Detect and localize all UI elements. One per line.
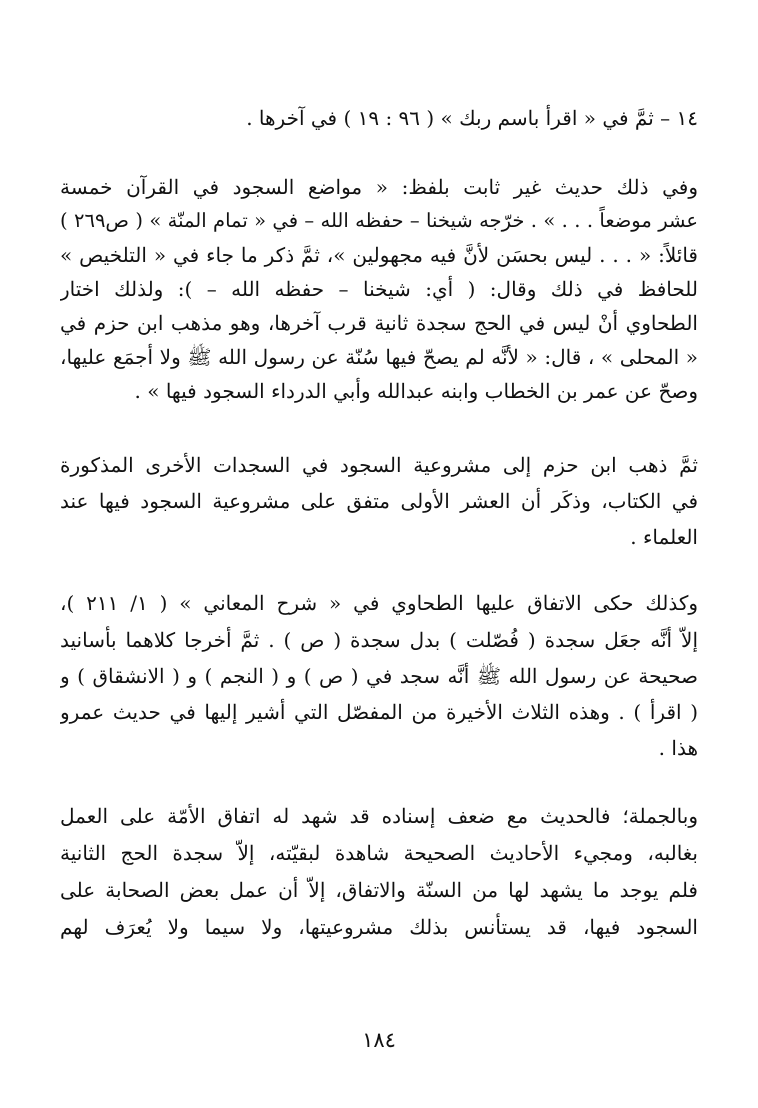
- text-line: وفي ذلك حديث غير ثابت بلفظ: « مواضع السجود في القرآن خمسة: [60, 175, 698, 199]
- text-line: ١٤ – ثمَّ في « اقرأ باسم ربك » ( ٩٦ : ١٩ ) في آخرها .: [246, 106, 698, 130]
- text-line: « المحلى » ، قال: « لأنَّه لم يصحّ فيها سُنّة عن رسول الله ﷺ ولا أجمَع عليها،: [60, 345, 698, 369]
- book-page: [60, 0, 698, 1108]
- text-line: وبالجملة؛ فالحديث مع ضعف إسناده قد شهد له اتفاق الأمّة على العمل: [60, 804, 698, 828]
- page-number: ١٨٤: [362, 1028, 396, 1052]
- text-line: صحيحة عن رسول الله ﷺ أنَّه سجد في ( ص ) و ( النجم ) و ( الانشقاق ) و: [60, 664, 698, 688]
- text-line: عشر موضعاً . . . » . خرّجه شيخنا – حفظه الله – في « تمام المنّة » ( ص٢٦٩ ): [60, 209, 698, 232]
- text-line: قائلاً: « . . . ليس بحسَن لأنَّ فيه مجهولين »، ثمَّ ذكر ما جاء في « التلخيص »: [60, 243, 698, 267]
- text-line: إلاّ أنَّه جعَل سجدة ( فُصّلت ) بدل سجدة ( ص ) . ثمَّ أخرجا كلاهما بأسانيد: [60, 628, 698, 652]
- text-line: فلم يوجد ما يشهد لها من السنّة والاتفاق، إلاّ أن عمل بعض الصحابة على: [60, 878, 698, 902]
- text-line: العلماء .: [630, 525, 698, 549]
- text-line: وكذلك حكى الاتفاق عليها الطحاوي في « شرح المعاني » ( ١/ ٢١١ )،: [60, 591, 698, 615]
- text-line: هذا .: [658, 736, 698, 760]
- text-line: بغالبه، ومجيء الأحاديث الصحيحة شاهدة لبقيّته، إلاّ سجدة الحج الثانية: [60, 841, 698, 865]
- text-line: في الكتاب، وذكَر أن العشر الأولى متفق على مشروعية السجود فيها عند: [60, 489, 698, 513]
- text-line: ( اقرأ ) . وهذه الثلاث الأخيرة من المفصّل التي أشير إليها في حديث عمرو: [60, 700, 698, 724]
- text-line: وصحّ عن عمر بن الخطاب وابنه عبدالله وأبي الدرداء السجود فيها » .: [134, 379, 698, 403]
- text-line: الطحاوي أنْ ليس في الحج سجدة ثانية قرب آخرها، وهو مذهب ابن حزم في: [60, 311, 698, 335]
- text-line: السجود فيها، قد يستأنس بذلك مشروعيتها، ولا سيما ولا يُعرَف لهم: [60, 915, 698, 939]
- text-line: للحافظ في ذلك وقال: ( أي: شيخنا – حفظه الله – ): ولذلك اختار: [60, 277, 698, 301]
- text-line: ثمَّ ذهب ابن حزم إلى مشروعية السجود في السجدات الأخرى المذكورة: [60, 453, 698, 477]
